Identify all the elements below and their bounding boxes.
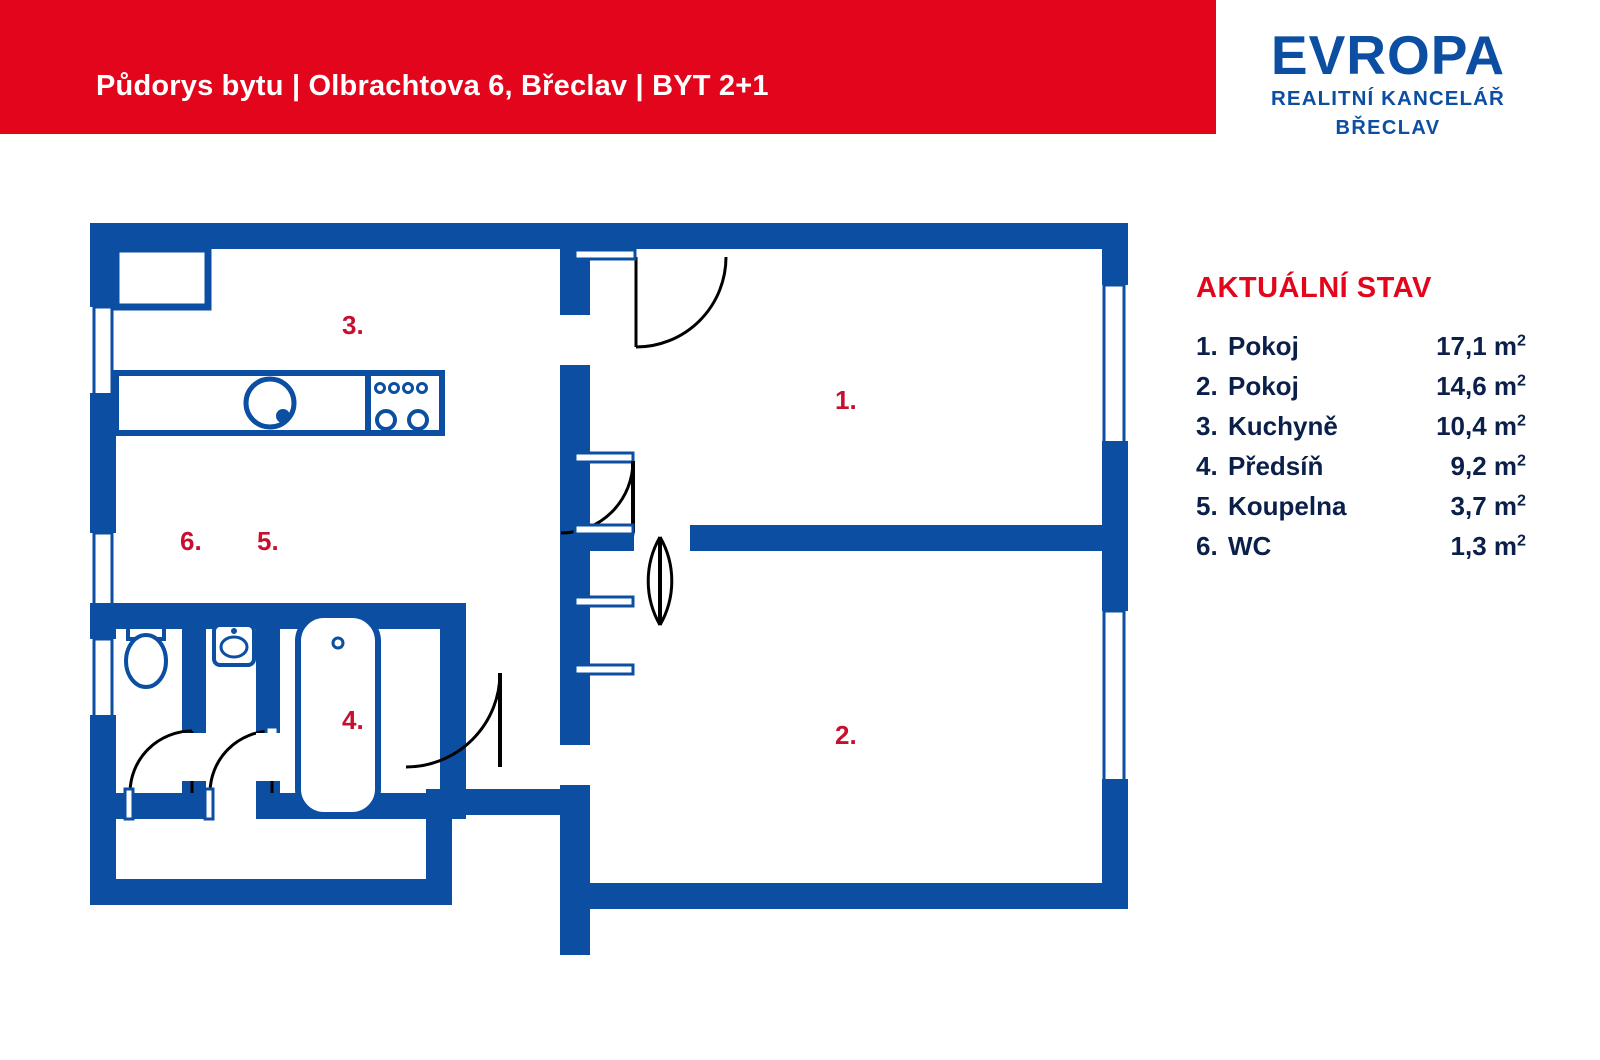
legend-area — [1436, 411, 1526, 442]
legend-number: 5. — [1196, 491, 1218, 521]
stove-icon — [368, 373, 442, 433]
legend-row — [1196, 331, 1526, 362]
legend-name: WC — [1228, 531, 1272, 561]
kitchen-counter — [116, 373, 442, 433]
legend-number: 6. — [1196, 531, 1218, 561]
legend-area — [1451, 451, 1526, 482]
logo-city-text: BŘECLAV — [1335, 116, 1441, 139]
legend-row — [1196, 451, 1526, 482]
legend-title: AKTUÁLNÍ STAV — [1196, 272, 1432, 304]
legend-row — [1196, 531, 1526, 562]
header-bar — [0, 0, 1216, 134]
washbasin-icon — [214, 625, 254, 665]
legend-name: Předsíň — [1228, 451, 1324, 481]
legend-area — [1436, 331, 1526, 362]
page-title: Půdorys bytu | Olbrachtova 6, Břeclav | BYT 2+1 — [96, 70, 769, 102]
legend-name: Pokoj — [1228, 331, 1299, 361]
doors — [125, 250, 726, 819]
legend-area-value: 14,6 m — [1436, 371, 1518, 401]
legend-area-unit: 2 — [1517, 411, 1526, 430]
legend-area-value: 3,7 m — [1450, 491, 1518, 521]
legend-area — [1451, 531, 1526, 562]
legend-number: 2. — [1196, 371, 1218, 401]
logo-brand-text: EVROPA — [1270, 24, 1506, 86]
legend-number: 4. — [1196, 451, 1218, 481]
legend-area-unit: 2 — [1517, 451, 1526, 470]
legend-row — [1196, 491, 1526, 522]
legend-area-unit: 2 — [1517, 331, 1526, 350]
logo-subtitle-text: REALITNÍ KANCELÁŘ — [1271, 87, 1505, 110]
toilet-icon — [126, 627, 166, 687]
company-logo — [1248, 24, 1528, 139]
room-label-5: 5. — [257, 526, 279, 556]
legend-name: Pokoj — [1228, 371, 1299, 401]
room-label-3: 3. — [342, 310, 364, 340]
legend-area-value: 9,2 m — [1450, 451, 1518, 481]
legend-area-value: 17,1 m — [1436, 331, 1518, 361]
floorplan — [70, 195, 1170, 960]
legend-name: Kuchyně — [1228, 411, 1338, 441]
legend-number: 1. — [1196, 331, 1218, 361]
legend-area-unit: 2 — [1517, 371, 1526, 390]
room-label-4: 4. — [342, 705, 364, 735]
legend-area-unit: 2 — [1517, 531, 1526, 550]
legend-row — [1196, 371, 1526, 402]
legend-panel — [1196, 272, 1526, 571]
legend-area-value: 10,4 m — [1436, 411, 1518, 441]
room-label-1: 1. — [835, 385, 857, 415]
legend-area-unit: 2 — [1517, 491, 1526, 510]
legend-number: 3. — [1196, 411, 1218, 441]
bathtub-icon — [298, 615, 378, 815]
legend-area — [1436, 371, 1526, 402]
legend-area-value: 1,3 m — [1450, 531, 1518, 561]
sink-drain-icon — [276, 409, 290, 423]
legend-area — [1451, 491, 1526, 522]
floorplan-svg — [70, 195, 1170, 955]
room-label-6: 6. — [180, 526, 202, 556]
legend-row — [1196, 411, 1526, 442]
kitchen-niche — [116, 249, 208, 307]
legend-name: Koupelna — [1228, 491, 1347, 521]
room-label-2: 2. — [835, 720, 857, 750]
